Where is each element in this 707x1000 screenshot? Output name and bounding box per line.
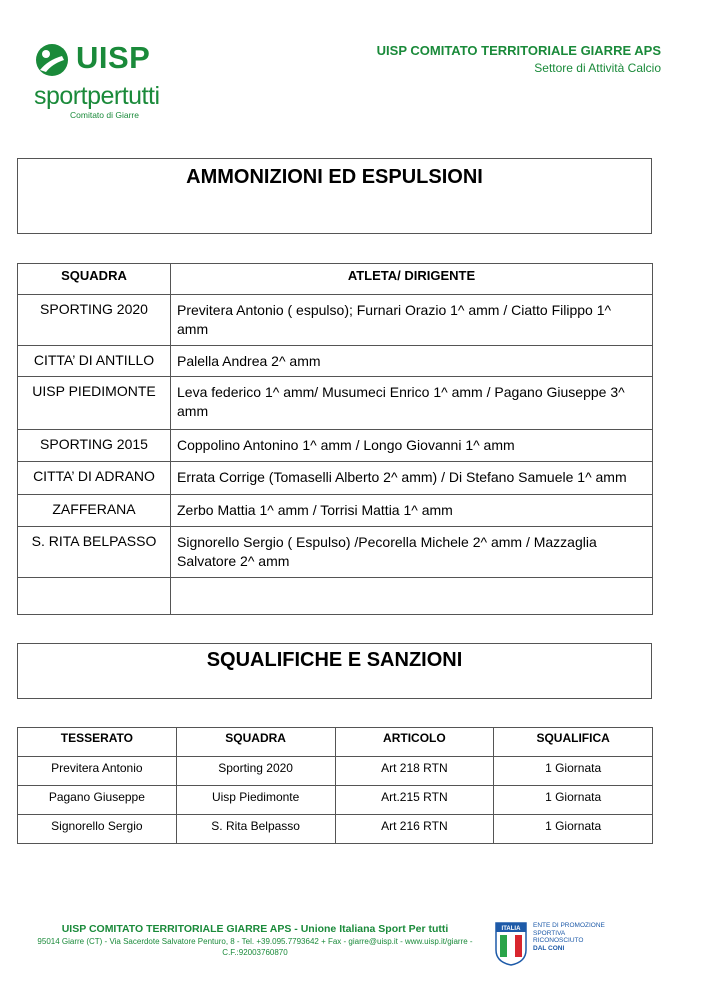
cell-squadra: Sporting 2020 [176, 757, 335, 786]
coni-text-line: ENTE DI PROMOZIONE [533, 922, 605, 929]
col-header-squadra: SQUADRA [176, 728, 335, 757]
org-sector: Settore di Attività Calcio [534, 61, 661, 75]
coni-text-line: RICONOSCIUTO [533, 937, 584, 944]
coni-badge [495, 922, 615, 968]
section1-title: AMMONIZIONI ED ESPULSIONI [186, 166, 483, 188]
cell-atleta: Previtera Antonio ( espulso); Furnari Orazio 1^ amm / Ciatto Filippo 1^ amm [171, 295, 653, 346]
logo-wordmark: UISP [76, 40, 151, 75]
cell-atleta: Zerbo Mattia 1^ amm / Torrisi Mattia 1^ amm [171, 495, 653, 527]
cell-squadra: ZAFFERANA [18, 495, 171, 527]
coni-text-line: DAL CONI [533, 944, 565, 952]
cell-tesserato: Pagano Giuseppe [18, 786, 177, 815]
cell-articolo: Art 216 RTN [335, 815, 494, 844]
cell-squadra: Uisp Piedimonte [176, 786, 335, 815]
org-name: UISP COMITATO TERRITORIALE GIARRE APS [376, 43, 661, 58]
table-row [18, 786, 653, 815]
cell-articolo: Art 218 RTN [335, 757, 494, 786]
table-row [18, 578, 653, 615]
cell-atleta: Signorello Sergio ( Espulso) /Pecorella Michele 2^ amm / Mazzaglia Salvatore 2^ amm [171, 527, 653, 578]
col-header-articolo: ARTICOLO [335, 728, 494, 757]
footer-org: UISP COMITATO TERRITORIALE GIARRE APS - Unione Italiana Sport Per tutti [61, 923, 449, 935]
col-header-squalifica: SQUALIFICA [494, 728, 653, 757]
footer-address: 95014 Giarre (CT) - Via Sacerdote Salvatore Penturo, 8 - Tel. +39.095.7793642 + Fax - giarre@uisp.it - www.uisp.it/giarre - [37, 937, 473, 946]
header-organization [377, 42, 661, 76]
page-footer [30, 922, 480, 958]
table-row [18, 495, 653, 527]
table-row [18, 815, 653, 844]
table-row [18, 377, 653, 430]
uisp-logo [32, 40, 182, 124]
table-row [18, 430, 653, 462]
uisp-runner-icon [32, 42, 72, 78]
cell-squadra [18, 578, 171, 615]
coni-shield-icon [495, 922, 527, 966]
section2-title: SQUALIFICHE E SANZIONI [206, 649, 463, 671]
section2-title-box [17, 643, 652, 699]
cell-atleta: Errata Corrige (Tomaselli Alberto 2^ amm) / Di Stefano Samuele 1^ amm [171, 462, 653, 495]
col-header-atleta: ATLETA/ DIRIGENTE [171, 264, 653, 295]
section1-title-box [17, 158, 652, 234]
coni-text-line: SPORTIVA [533, 929, 566, 937]
table-row [18, 462, 653, 495]
cell-squadra: SPORTING 2020 [18, 295, 171, 346]
coni-text [533, 922, 605, 952]
logo-comitato: Comitato di Giarre [70, 110, 139, 120]
cell-atleta: Leva federico 1^ amm/ Musumeci Enrico 1^ amm / Pagano Giuseppe 3^ amm [171, 377, 653, 430]
col-header-tesserato: TESSERATO [18, 728, 177, 757]
cell-atleta [171, 578, 653, 615]
table-row [18, 346, 653, 377]
table-row [18, 295, 653, 346]
footer-tax-code: C.F.:92003760870 [222, 948, 288, 957]
table-header-row [18, 264, 653, 295]
cell-tesserato: Signorello Sergio [18, 815, 177, 844]
cell-squalifica: 1 Giornata [494, 786, 653, 815]
squalifiche-table [17, 727, 653, 844]
cell-squadra: CITTA’ DI ANTILLO [18, 346, 171, 377]
cell-squadra: S. Rita Belpasso [176, 815, 335, 844]
cell-squadra: CITTA’ DI ADRANO [18, 462, 171, 495]
table-row [18, 527, 653, 578]
cell-squalifica: 1 Giornata [494, 757, 653, 786]
coni-italia-label: ITALIA [501, 926, 521, 932]
logo-tagline: sportpertutti [34, 82, 160, 110]
cell-squadra: UISP PIEDIMONTE [18, 377, 171, 430]
cell-squadra: SPORTING 2015 [18, 430, 171, 462]
cell-articolo: Art.215 RTN [335, 786, 494, 815]
cell-squadra: S. RITA BELPASSO [18, 527, 171, 578]
table-header-row [18, 728, 653, 757]
ammonizioni-table [17, 263, 653, 615]
table-row [18, 757, 653, 786]
cell-atleta: Palella Andrea 2^ amm [171, 346, 653, 377]
col-header-squadra: SQUADRA [18, 264, 171, 295]
cell-tesserato: Previtera Antonio [18, 757, 177, 786]
cell-atleta: Coppolino Antonino 1^ amm / Longo Giovanni 1^ amm [171, 430, 653, 462]
cell-squalifica: 1 Giornata [494, 815, 653, 844]
